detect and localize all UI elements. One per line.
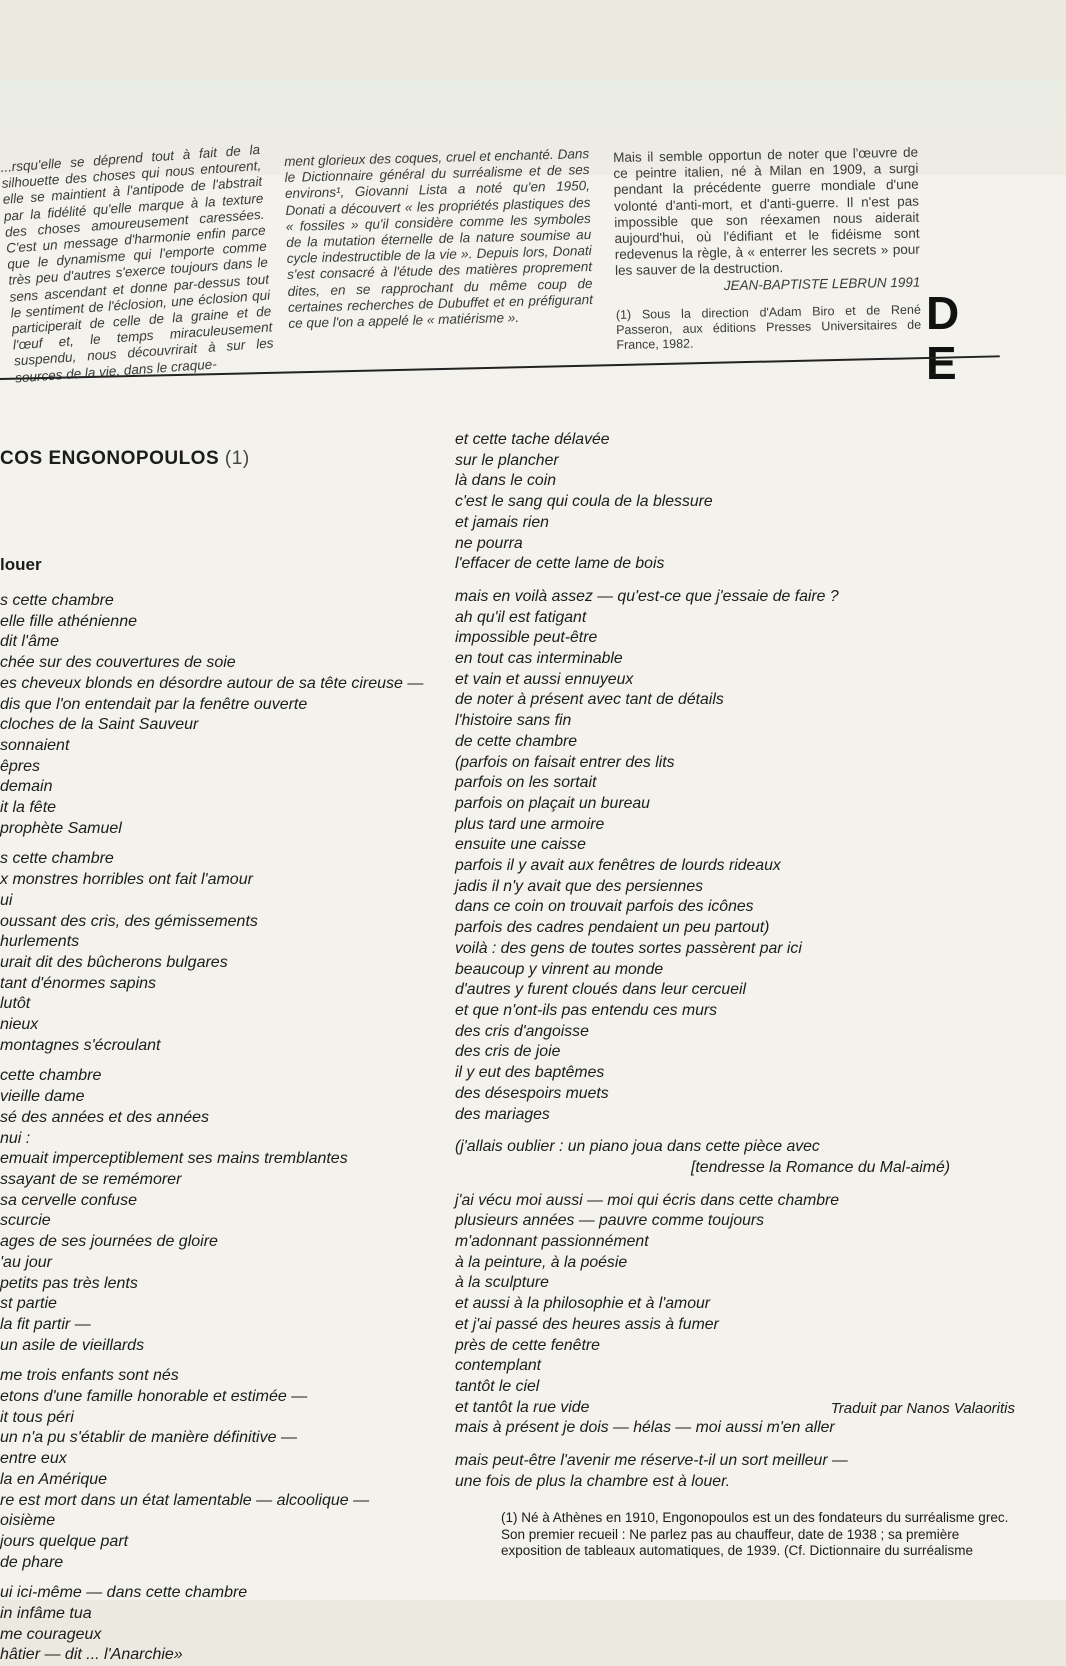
poem-line: et vain et aussi ennuyeux xyxy=(455,670,634,688)
poem-line: elle fille athénienne xyxy=(0,612,137,630)
poem-line: ne pourra xyxy=(455,534,523,552)
poem-line: impossible peut-être xyxy=(455,629,598,647)
poem-line: de noter à présent avec tant de détails xyxy=(455,691,724,709)
poem-line: des désespoirs muets xyxy=(455,1084,609,1102)
poem-line: parfois des cadres pendaient un peu partout) xyxy=(455,919,770,937)
poem-line: près de cette fenêtre xyxy=(455,1336,600,1354)
poem-line: it tous péri xyxy=(0,1408,74,1426)
poem-line: 'au jour xyxy=(0,1253,52,1271)
poem-line: (parfois on faisait entrer des lits xyxy=(455,753,675,771)
poem-line: etons d'une famille honorable et estimée — xyxy=(0,1388,308,1406)
poem-line: des cris d'angoisse xyxy=(455,1022,589,1040)
poem-line: cloches de la Saint Sauveur xyxy=(0,716,199,734)
poem-line: la en Amérique xyxy=(0,1470,108,1488)
poem-line: un asile de vieillards xyxy=(0,1336,145,1354)
poem-line: (j'allais oublier : un piano joua dans cette pièce avec xyxy=(455,1138,820,1156)
poem-line: hurlements xyxy=(0,933,80,951)
poem-line: jadis il n'y avait que des persiennes xyxy=(455,877,704,895)
stanza-gap xyxy=(0,1356,470,1366)
poem-line: j'ai vécu moi aussi — moi qui écris dans cette chambre xyxy=(455,1191,840,1209)
poem-line: à la sculpture xyxy=(455,1274,549,1292)
stanza-gap xyxy=(455,1125,1015,1137)
poem-line: dans ce coin on trouvait parfois des icônes xyxy=(455,898,754,916)
poem-line: ui xyxy=(0,891,13,909)
poem-line: s cette chambre xyxy=(0,592,114,609)
poem-right-column xyxy=(455,430,1015,1600)
poem-line: ui ici-même — dans cette chambre xyxy=(0,1584,248,1602)
poem-line: nui : xyxy=(0,1129,31,1147)
poem-line: jours quelque part xyxy=(0,1532,129,1550)
poem-left-column xyxy=(0,448,470,1664)
poem-line: it la fête xyxy=(0,799,57,817)
poem-author-name: COS ENGONOPOULOS xyxy=(0,448,220,469)
essay-text-2: ment glorieux des coques, cruel et enchanté. Dans le Dictionnaire général du surréalisme et de ses environs¹, Giovanni Lista a noté qu'en 1950, Donati a découvert « les propriétés plastiques des « fossiles » qu'il considère comme les symboles de la mutation éternelle de la nature soumise au cycle indestructible de la vie ». Depuis lors, Donati s'est consacré à l'étude des matières proprement dites, en se rapprochant du même coup de certaines recherches de Dubuffet et en préfigurant ce que l'on a appelé le « matiérisme ». xyxy=(284,146,594,331)
section-letter-e: E xyxy=(926,337,957,389)
poem-line: ensuite une caisse xyxy=(455,836,586,854)
poem-author-note-ref: (1) xyxy=(224,448,250,469)
poem-line: re est mort dans un état lamentable — alcoolique — xyxy=(0,1491,370,1509)
poem-line: et tantôt la rue vide xyxy=(455,1398,590,1416)
poem-line: petits pas très lents xyxy=(0,1274,138,1292)
poem-title: louer xyxy=(0,555,42,574)
essay-columns xyxy=(0,141,1066,410)
poem-line: de cette chambre xyxy=(455,732,578,750)
poem-line: in infâme tua xyxy=(0,1605,92,1623)
poem-left-lines xyxy=(0,591,470,1666)
poem-line: la fit partir — xyxy=(0,1315,91,1333)
poem-line: sonnaient xyxy=(0,736,70,754)
poem-line: tant d'énormes sapins xyxy=(0,974,157,992)
poem-line: vieille dame xyxy=(0,1088,85,1106)
poem-line: mais peut-être l'avenir me réserve-t-il un sort meilleur — xyxy=(455,1452,848,1470)
poem-line: s cette chambre xyxy=(0,850,114,868)
poem-line: parfois on plaçait un bureau xyxy=(455,794,650,812)
poem-line: parfois on les sortait xyxy=(455,774,597,792)
essay-column-2 xyxy=(284,146,594,332)
poem-line: parfois il y avait aux fenêtres de lourds rideaux xyxy=(455,857,781,875)
poem-line: sur le plancher xyxy=(455,451,559,469)
poem-line: m'adonnant passionnément xyxy=(455,1233,649,1251)
poem-line: en tout cas interminable xyxy=(455,650,623,668)
poem-line: à la peinture, à la poésie xyxy=(455,1253,628,1271)
poem-line: ssayant de se remémorer xyxy=(0,1170,182,1188)
poem-line: plus tard une armoire xyxy=(455,815,605,833)
poem-line: sé des années et des années xyxy=(0,1108,210,1126)
poem-line: d'autres y furent cloués dans leur cercueil xyxy=(455,981,747,999)
poem-footnote: (1) Né à Athènes en 1910, Engonopoulos est un des fondateurs du surréalisme grec. Son premier recueil : Ne parlez pas au chauffeur, date de 1938 ; sa première exposition de tableaux automatiques, de 1939. (Cf. Dictionnaire du surréalisme xyxy=(501,1510,1009,1558)
stanza-gap xyxy=(455,1439,1015,1451)
poem-author-heading xyxy=(0,448,250,470)
poem-line: des mariages xyxy=(455,1105,550,1123)
poem-line: demain xyxy=(0,778,53,796)
poem-line: scurcie xyxy=(0,1212,51,1230)
section-letter-d: D xyxy=(926,287,960,339)
poem-line: de phare xyxy=(0,1553,64,1571)
poem-line: st partie xyxy=(0,1295,57,1313)
essay-text-3: Mais il semble opportun de noter que l'œuvre de ce peintre italien, né à Milan en 1909, a surgi pendant la précédente guerre mondiale d'une volonté d'anti-mort, et d'anti-guerre. Il n'est pas impossible que son réexamen nous aiderait aujourd'hui, où l'édifiant et le fidéisme sont redevenus la règle, à « enterrer les secrets » pour les sauver de la destruction. xyxy=(613,144,920,279)
author-signature: JEAN-BAPTISTE LEBRUN 1991 xyxy=(723,274,921,293)
poem-line: et jamais rien xyxy=(455,513,549,531)
poem-line: entre eux xyxy=(0,1450,67,1468)
poem-line: montagnes s'écroulant xyxy=(0,1036,161,1054)
poem-line: es cheveux blonds en désordre autour de sa tête cireuse — xyxy=(0,674,424,692)
poem-line: êpres xyxy=(0,757,41,775)
poem-line: urait dit des bûcherons bulgares xyxy=(0,953,228,971)
poem-line: et que n'ont-ils pas entendu ces murs xyxy=(455,1001,718,1019)
stanza-gap xyxy=(0,1056,470,1066)
poem-line: des cris de joie xyxy=(455,1043,561,1061)
poem-line: c'est le sang qui coula de la blessure xyxy=(455,493,713,511)
poem-line: plusieurs années — pauvre comme toujours xyxy=(455,1212,765,1230)
poem-line: l'histoire sans fin xyxy=(455,712,572,730)
translator-credit: Traduit par Nanos Valaoritis xyxy=(830,1400,1015,1417)
poem-line: dis que l'on entendait par la fenêtre ouverte xyxy=(0,695,308,713)
stanza-gap xyxy=(0,839,470,849)
poem-right-lines xyxy=(455,430,1015,1492)
poem-line: un n'a pu s'établir de manière définitive — xyxy=(0,1429,297,1447)
poem-line: et cette tache délavée xyxy=(455,431,610,448)
poem-line: et j'ai passé des heures assis à fumer xyxy=(455,1315,719,1333)
essay-column-3 xyxy=(613,145,921,353)
poem-line: oussant des cris, des gémissements xyxy=(0,912,258,930)
poem-line: dit l'âme xyxy=(0,633,60,651)
poem-line: oisième xyxy=(0,1512,56,1530)
essay-column-1 xyxy=(0,142,275,386)
poem-line: me trois enfants sont nés xyxy=(0,1367,179,1385)
poem-line: [tendresse la Romance du Mal-aimé) xyxy=(691,1158,951,1176)
poem-line: emuait imperceptiblement ses mains tremblantes xyxy=(0,1150,348,1168)
poem-line: ages de ses journées de gloire xyxy=(0,1233,218,1251)
poem-line: l'effacer de cette lame de bois xyxy=(455,555,665,573)
poem-line: mais en voilà assez — qu'est-ce que j'essaie de faire ? xyxy=(455,587,839,605)
poem-line: chée sur des couvertures de soie xyxy=(0,654,236,672)
poem-line: il y eut des baptêmes xyxy=(455,1064,605,1082)
stanza-gap xyxy=(455,575,1015,587)
poem-line: là dans le coin xyxy=(455,472,556,490)
poem-line: beaucoup y vinrent au monde xyxy=(455,960,664,978)
poem-line: me courageux xyxy=(0,1625,102,1643)
poem-line: cette chambre xyxy=(0,1067,102,1085)
poem-line: sa cervelle confuse xyxy=(0,1191,137,1209)
essay-footnote: (1) Sous la direction d'Adam Biro et de René Passeron, aux éditions Presses Universitaires de France, 1982. xyxy=(615,302,922,352)
poem-line: ah qu'il est fatigant xyxy=(455,608,587,626)
section-letters xyxy=(926,288,966,388)
poem-line: tantôt le ciel xyxy=(455,1377,540,1395)
poem-line: voilà : des gens de toutes sortes passèrent par ici xyxy=(455,939,802,957)
poem-line: x monstres horribles ont fait l'amour xyxy=(0,871,253,889)
poem-line: une fois de plus la chambre est à louer. xyxy=(455,1472,731,1490)
poem-line: prophète Samuel xyxy=(0,819,122,837)
poem-line: hâtier — dit ... l'Anarchie» xyxy=(0,1646,183,1664)
poem-line: mais à présent je dois — hélas — moi aussi m'en aller xyxy=(455,1419,835,1437)
essay-text-1: ...rsqu'elle se déprend tout à fait de la silhouette des choses qui nous entourent, elle se maintient à l'antipode de l'abstrait par la fidélité qu'elle marque à la texture des choses amoureusement caressées. C'est un message d'harmonie enfin parce que le dynamisme qui l'emporte comme très peu d'autres s'exerce toujours dans le sens ascendant et donne par-dessus tout le sentiment de l'éclosion, une éclosion qui participerait de celle de la graine et de l'œuf et, le temps miraculeusement suspendu, nous découvrirait à sur les sources de la vie, dans le craque- xyxy=(0,141,274,386)
poem-line: nieux xyxy=(0,1016,39,1034)
poem-line: et aussi à la philosophie et à l'amour xyxy=(455,1295,711,1313)
poem-line: lutôt xyxy=(0,995,31,1013)
stanza-gap xyxy=(455,1179,1015,1191)
poem-line: contemplant xyxy=(455,1357,542,1375)
stanza-gap xyxy=(0,1573,470,1583)
